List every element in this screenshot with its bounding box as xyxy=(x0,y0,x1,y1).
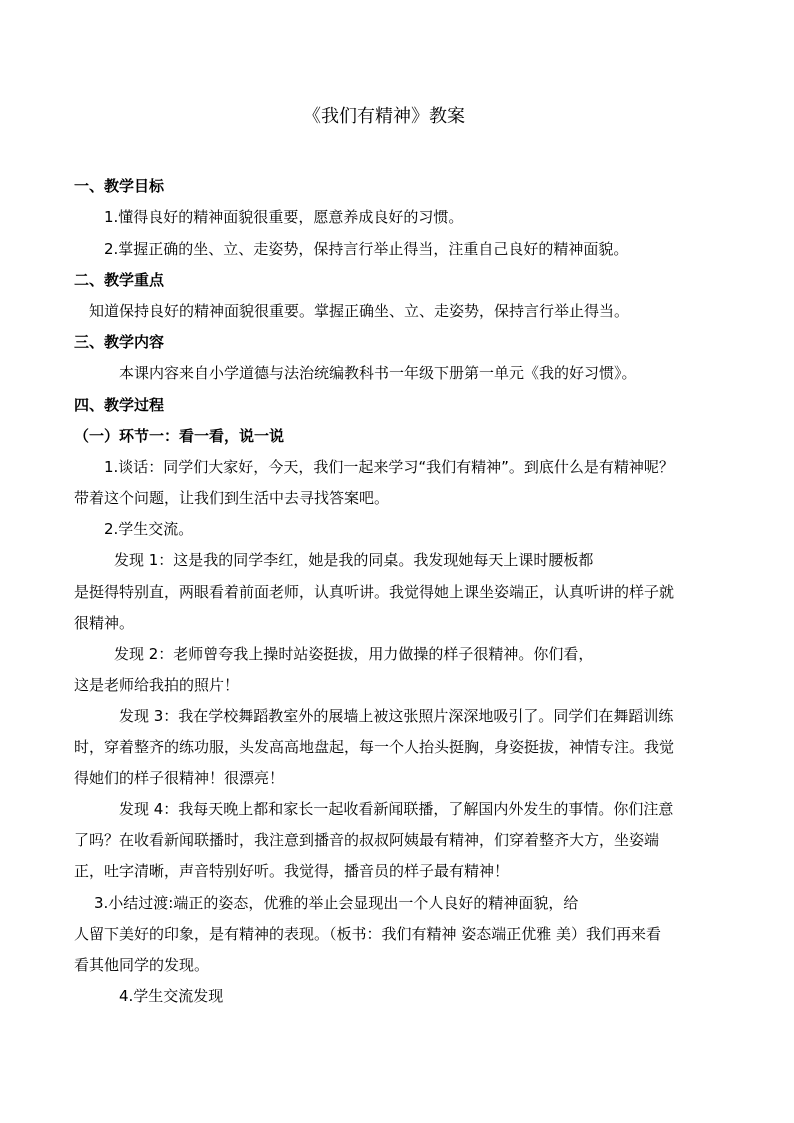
paragraph-line: 看其他同学的发现。 xyxy=(74,956,210,974)
paragraph-line: 时，穿着整齐的练功服，头发高高地盘起，每一个人抬头挺胸，身姿挺拔，神情专注。我觉 xyxy=(74,738,675,756)
paragraph-line: 了吗？在收看新闻联播时，我注意到播音的叔叔阿姨最有精神，们穿着整齐大方，坐姿端 xyxy=(74,831,660,849)
section-heading-2: 二、教学重点 xyxy=(74,271,165,289)
paragraph-line: 是挺得特别直，两眼看着前面老师，认真听讲。我觉得她上课坐姿端正，认真听讲的样子就 xyxy=(74,583,675,601)
paragraph-line: 4.学生交流发现 xyxy=(119,987,224,1005)
paragraph-line: 1.懂得良好的精神面貌很重要，愿意养成良好的习惯。 xyxy=(104,208,464,226)
paragraph-line: 发现 3：我在学校舞蹈教室外的展墙上被这张照片深深地吸引了。同学们在舞蹈训练 xyxy=(119,707,674,725)
paragraph-line: 人留下美好的印象，是有精神的表现。（板书：我们有精神 姿态端正优雅 美）我们再来看 xyxy=(74,925,662,943)
section-heading-3: 三、教学内容 xyxy=(74,333,165,351)
paragraph-line: 带着这个问题，让我们到生活中去寻找答案吧。 xyxy=(74,489,390,507)
paragraph-line: 这是老师给我拍的照片！ xyxy=(74,676,240,694)
paragraph-line: 本课内容来自小学道德与法治统编教科书一年级下册第一单元《我的好习惯》。 xyxy=(119,364,637,382)
paragraph-line: 很精神。 xyxy=(74,614,135,632)
paragraph-line: 2.掌握正确的坐、立、走姿势，保持言行举止得当，注重自己良好的精神面貌。 xyxy=(104,240,629,258)
paragraph-line: 知道保持良好的精神面貌很重要。掌握正确坐、立、走姿势，保持言行举止得当。 xyxy=(89,302,630,320)
paragraph-line: 2.学生交流。 xyxy=(104,520,194,538)
paragraph-line: 发现 4：我每天晚上都和家长一起收看新闻联播，了解国内外发生的事情。你们注意 xyxy=(119,800,674,818)
paragraph-line: 1.谈话：同学们大家好，今天，我们一起来学习“我们有精神”。到底什么是有精神呢？ xyxy=(104,458,674,476)
subsection-heading: （一）环节一：看一看，说一说 xyxy=(74,427,285,445)
paragraph-line: 正，吐字清晰，声音特别好听。我觉得，播音员的样子最有精神！ xyxy=(74,862,510,880)
paragraph-line: 发现 1：这是我的同学李红，她是我的同桌。我发现她每天上课时腰板都 xyxy=(114,551,594,569)
page-title: 《我们有精神》教案 xyxy=(303,106,465,127)
paragraph-line: 发现 2：老师曾夸我上操时站姿挺拔，用力做操的样子很精神。你们看， xyxy=(114,645,594,663)
paragraph-line: 3.小结过渡:端正的姿态，优雅的举止会显现出一个人良好的精神面貌，给 xyxy=(94,894,579,912)
section-heading-1: 一、教学目标 xyxy=(74,177,165,195)
paragraph-line: 得她们的样子很精神！很漂亮！ xyxy=(74,769,285,787)
section-heading-4: 四、教学过程 xyxy=(74,396,165,414)
